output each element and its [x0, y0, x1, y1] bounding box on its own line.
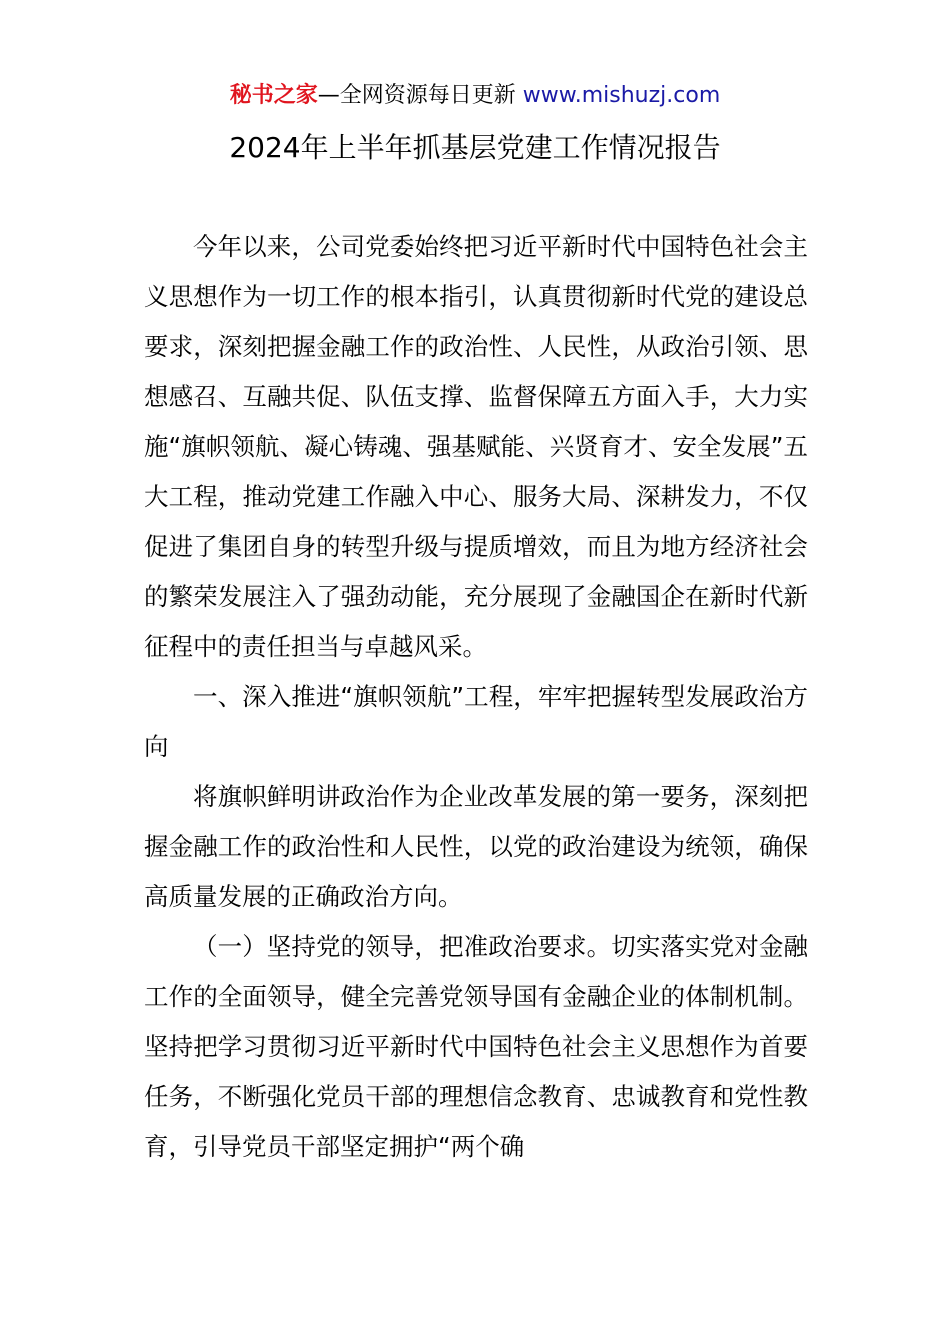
intro-paragraph: 今年以来，公司党委始终把习近平新时代中国特色社会主义思想作为一切工作的根本指引，认真贯彻新时代党的建设总要求，深刻把握金融工作的政治性、人民性，从政治引领、思想感召、互融共促、队伍支撑、监督保障五方面入手，大力实施“旗帜领航、凝心铸魂、强基赋能、兴贤育才、安全发展”五大工程，推动党建工作融入中心、服务大局、深耕发力，不仅促进了集团自身的转型升级与提质增效，而且为地方经济社会的繁荣发展注入了强劲动能，充分展现了金融国企在新时代新征程中的责任担当与卓越风采。: [144, 232, 808, 661]
subsection-paragraph: （一）坚持党的领导，把准政治要求。切实落实党对金融工作的全面领导，健全完善党领导国有金融企业的体制机制。坚持把学习贯彻习近平新时代中国特色社会主义思想作为首要任务，不断强化党员干部的理想信念教育、忠诚教育和党性教育，引导党员干部坚定拥护“两个确: [144, 932, 808, 1161]
section-heading: 一、深入推进“旗帜领航”工程，牢牢把握转型发展政治方向: [144, 682, 808, 761]
site-header: [0, 80, 950, 112]
brand-name: 秘书之家: [229, 83, 318, 108]
site-url-link[interactable]: www.mishuzj.com: [522, 83, 721, 108]
document-body: [144, 222, 808, 1172]
document-title: 2024年上半年抓基层党建工作情况报告: [229, 131, 721, 164]
header-tagline: —全网资源每日更新: [317, 83, 516, 108]
section-paragraph: 将旗帜鲜明讲政治作为企业改革发展的第一要务，深刻把握金融工作的政治性和人民性，以党的政治建设为统领，确保高质量发展的正确政治方向。: [144, 782, 808, 911]
